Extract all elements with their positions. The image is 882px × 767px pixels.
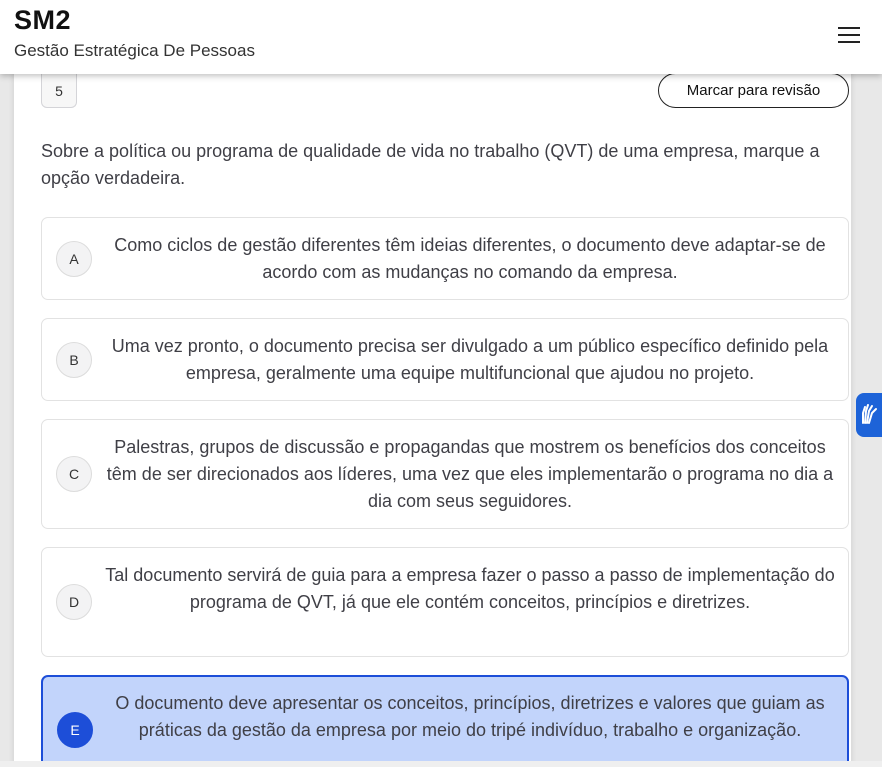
right-background <box>851 0 882 767</box>
option-letter: C <box>56 456 92 492</box>
app-title: SM2 <box>14 5 72 35</box>
option-text: Como ciclos de gestão diferentes têm ideias diferentes, o documento deve adaptar-se de acordo com as mudanças no comando da empresa. <box>114 235 826 282</box>
mark-for-review-button[interactable]: Marcar para revisão <box>658 73 849 108</box>
question-text: Sobre a política ou programa de qualidade de vida no trabalho (QVT) de uma empresa, marque a opção verdadeira. <box>41 141 820 188</box>
option-text: O documento deve apresentar os conceitos, princípios, diretrizes e valores que guiam as práticas da gestão da empresa por meio do tripé indivíduo, trabalho e organização. <box>115 693 825 740</box>
option-d[interactable] <box>41 547 849 657</box>
hamburger-menu-icon[interactable] <box>836 24 862 44</box>
option-a[interactable] <box>41 217 849 300</box>
option-letter: A <box>56 241 92 277</box>
question-number-badge: 5 <box>41 74 77 108</box>
option-e[interactable] <box>41 675 849 767</box>
option-letter: B <box>56 342 92 378</box>
top-header <box>0 0 882 74</box>
option-text: Tal documento servirá de guia para a empresa fazer o passo a passo de implementação do programa de QVT, já que ele contém conceitos, princípios e diretrizes. <box>105 565 835 612</box>
option-letter: E <box>57 712 93 748</box>
course-subtitle: Gestão Estratégica De Pessoas <box>14 41 255 60</box>
option-text: Uma vez pronto, o documento precisa ser divulgado a um público específico definido pela empresa, geralmente uma equipe multifuncional que ajudou no projeto. <box>111 336 829 383</box>
option-text: Palestras, grupos de discussão e propagandas que mostrem os benefícios dos conceitos têm de ser direcionados aos líderes, uma vez que eles implementarão o programa no dia a dia com seus seguidores. <box>106 437 834 511</box>
left-background <box>0 0 14 767</box>
sign-language-hands-icon <box>859 403 879 427</box>
option-letter: D <box>56 584 92 620</box>
option-c[interactable] <box>41 419 849 529</box>
bottom-edge <box>0 761 882 767</box>
accessibility-widget-button[interactable] <box>856 393 882 437</box>
option-b[interactable] <box>41 318 849 401</box>
